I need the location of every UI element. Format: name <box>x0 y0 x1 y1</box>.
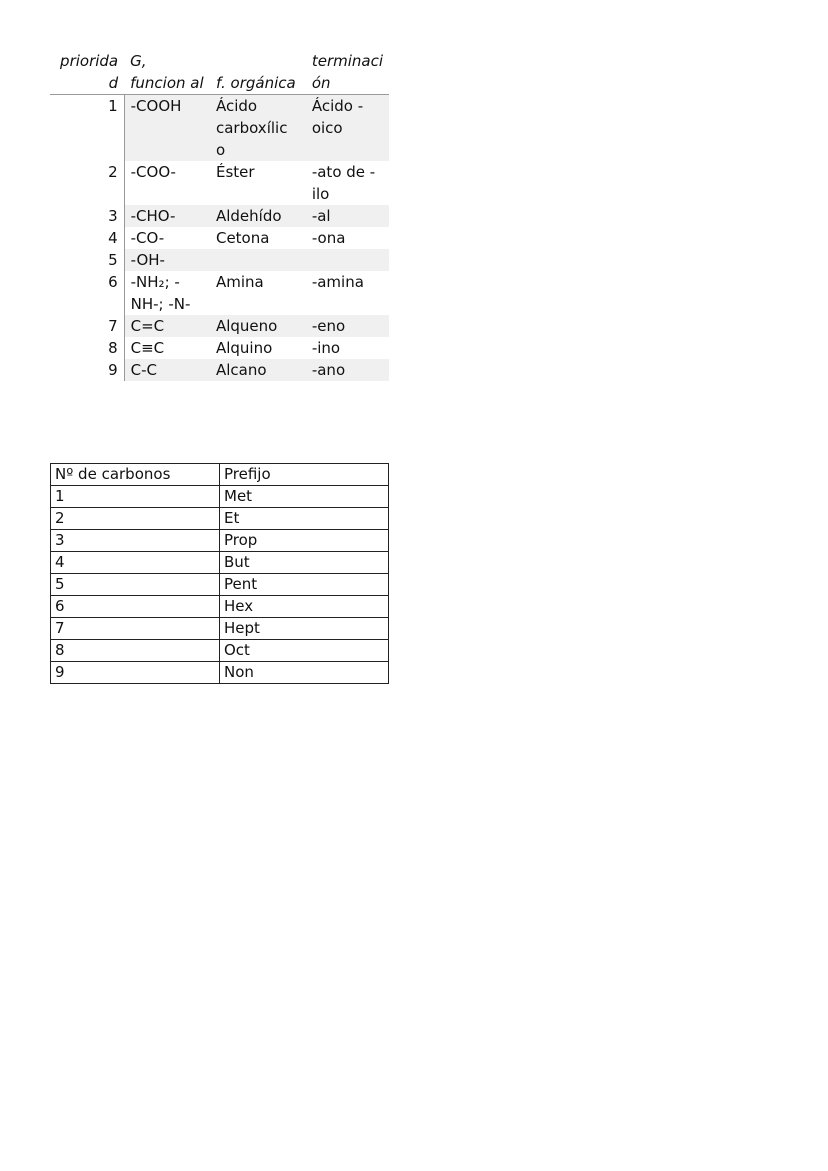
table-cell: 6 <box>50 271 124 315</box>
column-header: priorida d <box>50 50 124 95</box>
table-cell: 7 <box>50 315 124 337</box>
table-cell: 8 <box>51 640 220 662</box>
table-row <box>50 337 389 359</box>
table-cell: -OH- <box>124 249 210 271</box>
table-cell: But <box>220 552 389 574</box>
table-cell: 6 <box>51 596 220 618</box>
table-cell: -ona <box>311 229 346 247</box>
table-cell: Éster <box>215 163 255 181</box>
table-cell: 3 <box>50 205 124 227</box>
table-cell: Cetona <box>215 229 270 247</box>
table-cell: 2 <box>50 161 124 205</box>
table-cell: -COOH <box>124 95 210 162</box>
table-cell: Non <box>220 662 389 684</box>
table-cell: Met <box>220 486 389 508</box>
functional-group-priority-table <box>50 50 389 381</box>
table-cell: 2 <box>51 508 220 530</box>
table-cell: -amina <box>311 273 364 291</box>
table-cell: -al <box>306 205 389 227</box>
table-cell: Alquino <box>215 339 273 357</box>
table-cell <box>210 249 306 271</box>
table-row <box>51 530 389 552</box>
table-cell: Ácido carboxílic o <box>210 95 306 162</box>
table-row <box>50 271 389 315</box>
table-cell: Nº de carbonos <box>51 464 220 486</box>
table-row <box>51 552 389 574</box>
table-row <box>51 486 389 508</box>
table-cell: Hex <box>220 596 389 618</box>
table-cell: C≡C <box>130 339 165 357</box>
table-row <box>50 359 389 381</box>
header-row <box>51 464 389 486</box>
table-cell: Pent <box>220 574 389 596</box>
table-row <box>50 205 389 227</box>
table-cell: Aldehído <box>210 205 306 227</box>
table-cell: Ácido -oico <box>306 95 389 162</box>
table-cell: Oct <box>220 640 389 662</box>
table-cell: Et <box>220 508 389 530</box>
table-cell: -ano <box>306 359 389 381</box>
table-cell: Prefijo <box>220 464 389 486</box>
column-header: terminaci ón <box>306 50 389 95</box>
table-cell: 8 <box>50 337 124 359</box>
table-cell: 4 <box>51 552 220 574</box>
table-cell <box>306 249 389 271</box>
table-row <box>50 161 389 205</box>
table-row <box>50 95 389 162</box>
table-cell: -NH₂; -NH-; -N- <box>130 273 191 313</box>
table-cell: -CO- <box>130 229 165 247</box>
table-cell: 1 <box>51 486 220 508</box>
table-row <box>50 249 389 271</box>
table-cell: Alqueno <box>210 315 306 337</box>
carbon-prefix-table <box>50 463 389 684</box>
table-cell: Hept <box>220 618 389 640</box>
table-cell: C-C <box>124 359 210 381</box>
table-cell: Alcano <box>210 359 306 381</box>
table-cell: Prop <box>220 530 389 552</box>
table-cell: -CHO- <box>124 205 210 227</box>
table-cell: C=C <box>124 315 210 337</box>
table-row <box>51 640 389 662</box>
table-cell: -COO- <box>130 163 176 181</box>
column-header: G, funcion al <box>124 50 210 95</box>
table-row <box>51 508 389 530</box>
table-row <box>51 618 389 640</box>
table-cell: 7 <box>51 618 220 640</box>
table-cell: 5 <box>50 249 124 271</box>
table-cell: 3 <box>51 530 220 552</box>
table-row <box>51 574 389 596</box>
table-cell: 9 <box>51 662 220 684</box>
table-cell: 4 <box>50 227 124 249</box>
table-cell: 5 <box>51 574 220 596</box>
table-row <box>50 315 389 337</box>
table-cell: 1 <box>50 95 124 162</box>
table-row <box>50 227 389 249</box>
table-cell: -eno <box>306 315 389 337</box>
table-cell: 9 <box>50 359 124 381</box>
table-cell: Amina <box>215 273 264 291</box>
table-cell: -ino <box>311 339 341 357</box>
column-header: f. orgánica <box>210 50 306 95</box>
table-row <box>51 596 389 618</box>
table-cell: -ato de -ilo <box>311 163 376 203</box>
table-row <box>51 662 389 684</box>
